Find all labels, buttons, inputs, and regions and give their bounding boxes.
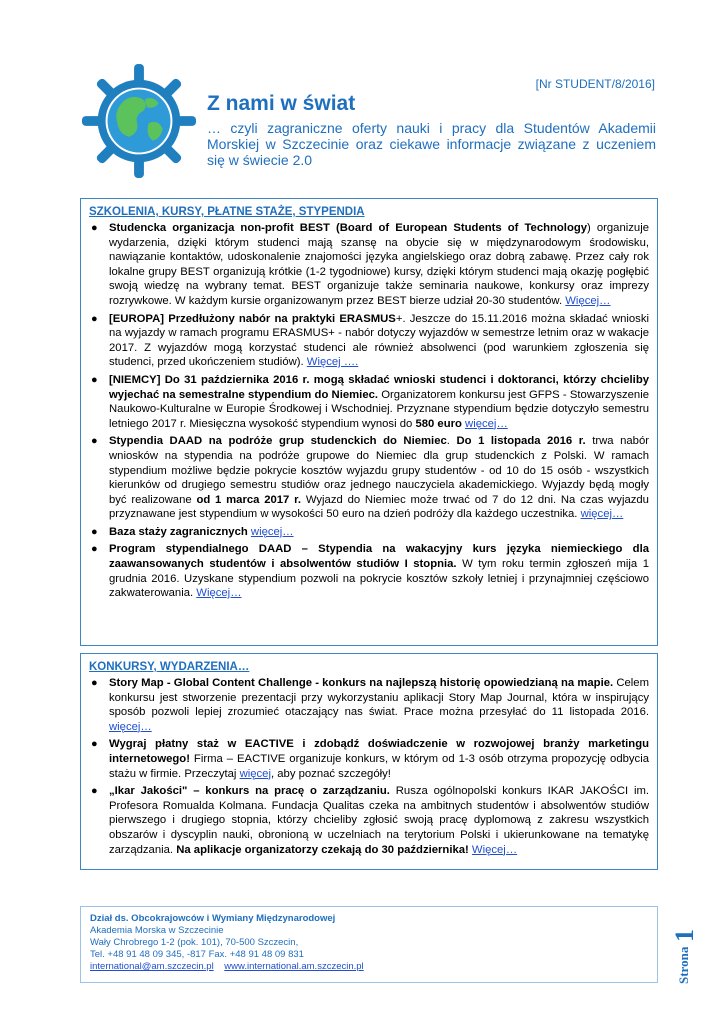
item-bold: Studencka organizacja non-profit BEST (Board of European Students of Technology: [109, 222, 588, 234]
list-item-daad-language: [89, 542, 649, 600]
footer-email-link[interactable]: international@am.szczecin.pl: [90, 961, 214, 972]
more-link[interactable]: Więcej…: [196, 587, 242, 600]
item-text: +. Jeszcze do 15.11.2016 można składać wnioski na wyjazdy w ramach programu ERASMUS+ - nabór dotyczy wyjazdów w semestrze letnim oraz w wakacje 2017. Z wyjazdów mogą korzystać studenci ale również absolwenci (pod warunkiem zgłoszenia się studenci, przed ukończeniem studiów).: [109, 312, 649, 369]
item-text: ) organizuje wydarzenia, dzięki którym studenci mają szansę na obycie się w międzynarodowym środowisku, nawiązanie kontaktów, udoskonalenie znajomości języka angielskiego oraz dobrą zabawę. Przez cały rok lokalne grupy BEST organizują krótkie (1-2 tygodniowe) kursy, dzięki którym studenci mają okazję pogłębić swoją wiedzę na wybrany temat. BEST organizuje także seminaria naukowe, konkursy oraz imprezy rozrywkowe. W każdym kursie organizowanym przez BEST bierze udział 20-30 studentów.: [109, 222, 649, 307]
section-training-scholarships: [80, 198, 658, 646]
bullet-icon: ●: [91, 222, 98, 234]
more-link[interactable]: więcej…: [580, 508, 624, 521]
item-bold-amount: 580 euro: [415, 417, 462, 430]
more-link[interactable]: więcej…: [465, 417, 508, 430]
bullet-icon: ●: [91, 525, 98, 538]
item-text: Celem konkursu jest stworzenie prezentacji przy wykorzystaniu aplikacji Story Map Journal, która w inspirujący sposób pozwoli lepiej zrozumieć otaczający nas świat. Prace można przesyłać do 11 listopada 2016.: [109, 677, 649, 719]
page-title: Z nami w świat: [207, 92, 356, 115]
more-link[interactable]: więcej…: [109, 720, 152, 733]
page-label: Strona: [676, 946, 691, 984]
issue-number: [Nr STUDENT/8/2016]: [535, 77, 655, 91]
item-text: .: [446, 435, 457, 448]
list-item-eactive: [89, 737, 649, 781]
item-text: Firma – EACTIVE organizuje konkurs, w którym od 1-3 osób otrzyma propozycję odbycia stażu w firmie. Przeczytaj: [109, 752, 649, 780]
list-item-gfps: [89, 373, 649, 431]
item-text: Rusza ogólnopolski konkurs IKAR JAKOŚCI im. Profesora Romualda Kolmana. Fundacja Qualitas czeka na ambitnych studentów i absolwentów studiów pierwszego i drugiego stopnia, którzy chcieliby zgłosić swoją pracę dyplomową z zakresu wszystkich obszarów i dyscyplin nauki, obronioną w uczelniach na terytorium Polski i ukierunkowane na tematykę zarządzania.: [109, 785, 650, 856]
page-subtitle: … czyli zagraniczne oferty nauki i pracy dla Studentów Akademii Morskiej w Szczecinie oraz ciekawe informacje związane z uczeniem się w świecie 2.0: [207, 120, 656, 168]
list-item-internship-base: [89, 525, 649, 540]
bullet-icon: ●: [91, 677, 98, 689]
list-item-ikar: [89, 784, 649, 857]
item-text: trwa nabór wniosków na stypendia na podróże grupowe do Niemiec dla grup studenckich z Polski. W ramach stypendium możliwe będzie pokrycie kosztów wyjazdu grupy studentów - od 10 do 15 osób - wszystkich kierunków od drugiego semestru studiów oraz jednego nauczyciela akademickiego. Wyjazdy będą mogły być realizowane: [109, 435, 650, 506]
bullet-icon: ●: [91, 312, 98, 325]
ship-wheel-globe-logo: [80, 62, 198, 180]
item-text: W tym roku termin zgłoszeń mija 1 grudnia 2016. Uzyskane stypendium pozwoli na pokrycie kosztów szkoły letniej i przynajmniej częściowo zakwaterowania.: [109, 558, 650, 600]
bullet-icon: ●: [91, 543, 98, 556]
list-item-erasmus: [89, 312, 649, 370]
section-heading-training: SZKOLENIA, KURSY, PŁATNE STAŻE, STYPENDIA: [89, 206, 365, 218]
item-bold-date: od 1 marca 2017 r.: [196, 493, 302, 506]
footer-website-link[interactable]: www.international.am.szczecin.pl: [224, 961, 364, 972]
list-item-story-map: [89, 676, 649, 734]
bullet-icon: ●: [91, 373, 98, 386]
more-link[interactable]: więcej…: [250, 525, 294, 538]
list-item-best: [89, 221, 649, 309]
item-text: , aby poznać szczegóły!: [270, 767, 391, 780]
list-item-daad-groups: [89, 434, 649, 522]
item-bold: Baza staży zagranicznych: [109, 525, 248, 538]
footer-university: Akademia Morska w Szczecinie: [90, 925, 224, 936]
item-bold: [EUROPA] Przedłużony nabór na praktyki ERASMUS: [109, 312, 396, 325]
item-bold: Stypendia DAAD na podróże grup studenckich do Niemiec: [109, 435, 447, 448]
page-number: [660, 920, 700, 990]
page-number-value: 1: [670, 929, 699, 942]
item-bold-date: Do 1 listopada 2016 r.: [456, 435, 586, 448]
item-bold: Story Map - Global Content Challenge - konkurs na najlepszą historię opowiedzianą na mapie.: [109, 677, 614, 689]
item-bold: Program stypendialnego DAAD – Stypendia na wakacyjny kurs języka niemieckiego dla zaawansowanych studentów i absolwentów studiów I stopnia.: [109, 543, 649, 571]
bullet-icon: ●: [91, 738, 98, 751]
section-contests-events: [80, 653, 658, 870]
item-bold-deadline: Na aplikacje organizatorzy czekają do 30 października!: [176, 843, 469, 856]
footer-department: Dział ds. Obcokrajowców i Wymiany Międzynarodowej: [90, 913, 336, 924]
item-bold: [NIEMCY] Do 31 października 2016 r. mogą składać wnioski studenci i doktoranci, którzy chcieliby wyjechać na semestralne stypendium do Niemiec.: [109, 373, 649, 401]
item-bold: „Ikar Jakości" – konkurs na pracę o zarządzaniu.: [109, 785, 390, 798]
footer-phone: Tel. +48 91 48 09 345, -817 Fax. +48 91 48 09 831: [90, 949, 304, 960]
item-bold: Wygraj płatny staż w EACTIVE i zdobądź doświadczenie w rozwojowej branży marketingu internetowego!: [109, 738, 649, 765]
footer-contact: [80, 906, 658, 983]
bullet-icon: ●: [91, 785, 98, 798]
item-text: Organizatorem konkursu jest GFPS - Stowarzyszenie Naukowo-Kulturalne w Europie Środkowej i Wschodniej. Przyznane stypendium będzie dotyczyło semestru letniego 2017 r. Miesięczna wysokość stypendium wynosi do: [109, 388, 649, 430]
bullet-icon: ●: [91, 435, 98, 448]
more-link[interactable]: Więcej…: [565, 294, 611, 307]
more-link[interactable]: więcej: [239, 767, 271, 780]
item-text: Wyjazd do Niemiec może trwać od 7 do 12 dni. Na czas wyjazdu przyznawane jest stypendium w wysokości 50 euro na dzień podróży dla każdego uczestnika.: [109, 493, 649, 521]
section-heading-contests: KONKURSY, WYDARZENIA…: [89, 661, 250, 673]
more-link[interactable]: Więcej ….: [306, 356, 359, 369]
footer-address: Wały Chrobrego 1-2 (pok. 101), 70-500 Szczecin,: [90, 937, 299, 948]
more-link[interactable]: Więcej…: [471, 843, 518, 856]
